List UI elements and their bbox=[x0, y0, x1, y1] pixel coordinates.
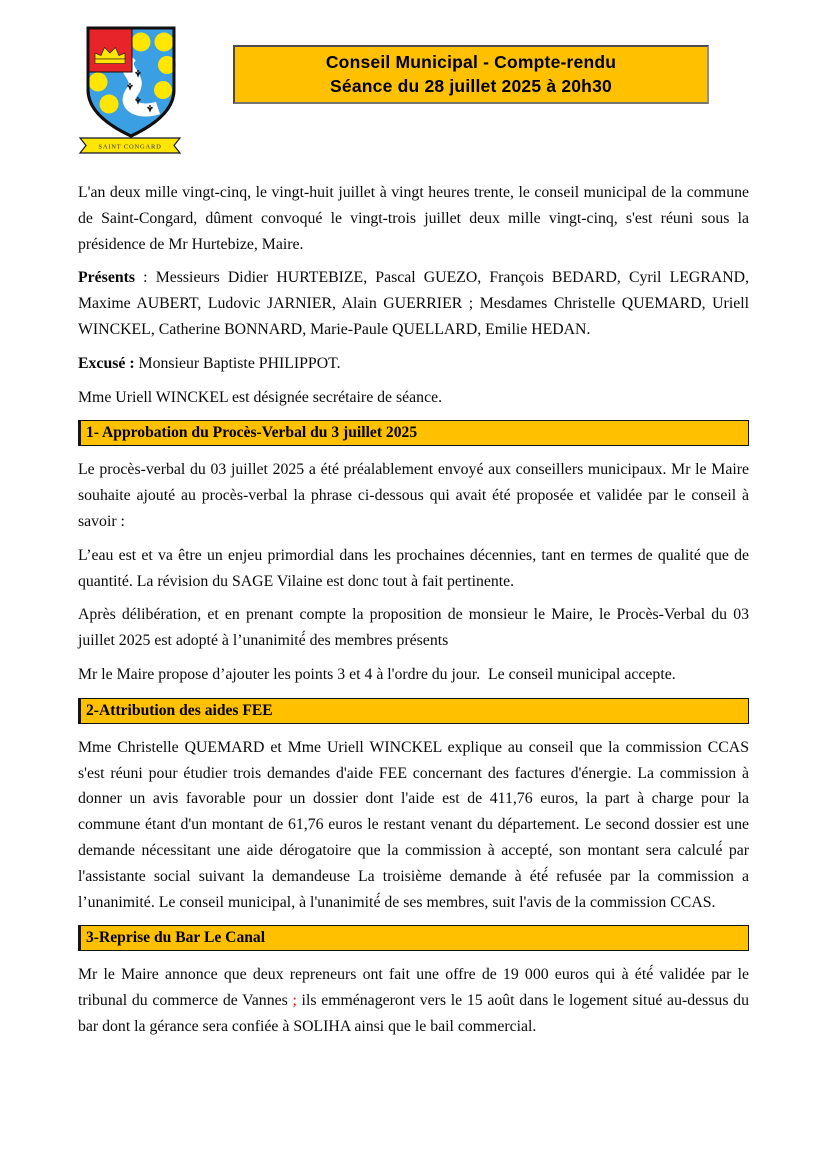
crest-canton bbox=[88, 28, 132, 72]
saint-congard-crest-icon bbox=[74, 12, 186, 160]
presents-label: Présents bbox=[78, 269, 136, 287]
presents-text: : Messieurs Didier HURTEBIZE, Pascal GUEZO, François BEDARD, Cyril LEGRAND, Maxime AUBERT, Ludovic JARNIER, Alain GUERRIER ; Mesdames Christelle QUEMARD, Uriell WINCKEL, Catherine BONNARD, Marie-Paule QUELLARD, Emilie HEDAN. bbox=[78, 269, 749, 338]
excused-text: Monsieur Baptiste PHILIPPOT. bbox=[134, 354, 341, 372]
section-1-paragraph-2: L’eau est et va être un enjeu primordial dans les prochaines décennies, tant en termes de qualité que de quantité. La révision du SAGE Vilaine est donc tout à fait pertinente. bbox=[78, 546, 749, 590]
section-2-paragraph-1: Mme Christelle QUEMARD et Mme Uriell WINCKEL explique au conseil que la commission CCAS s'est réuni pour étudier trois demandes d'aide FEE concernant des factures d'énergie. La commission à donner un avis favorable pour un dossier dont l'aide est de 411,76 euros, la part à charge pour la commune étant d'un montant de 61,76 euros le restant venant du département. Le second dossier est une demande nécessitant une aide dérogatoire que la commission à accepté, son montant sera calculé́ par l'assistante social suivant la demandeuse La troisième demande à été́ refusée par la commission a l’unanimité. Le conseil municipal, à l'unanimité́ de ses membres, suit l'avis de la commission CCAS. bbox=[78, 738, 749, 911]
document-body bbox=[78, 180, 749, 1048]
title-line2: Séance du 28 juillet 2025 à 20h30 bbox=[330, 76, 612, 96]
presents-paragraph bbox=[78, 265, 749, 342]
excused-paragraph bbox=[78, 351, 749, 377]
section-1-paragraph-1: Le procès-verbal du 03 juillet 2025 a été préalablement envoyé aux conseillers municipaux. Mr le Maire souhaite ajouté au procès-verbal la phrase ci-dessous qui avait été proposée et validée par le conseil à savoir : bbox=[78, 461, 749, 530]
section-3-text-after: ils emménageront vers le 15 août dans le logement situé au-dessus du bar dont la gérance sera confiée à SOLIHA ainsi que le bail commercial. bbox=[78, 992, 749, 1035]
secretary-paragraph: Mme Uriell WINCKEL est désignée secrétaire de séance. bbox=[78, 388, 443, 406]
crest-ribbon-text: SAINT CONGARD bbox=[98, 143, 162, 151]
title-line1: Conseil Municipal - Compte-rendu bbox=[325, 52, 617, 72]
section-3-paragraph-1 bbox=[78, 962, 749, 1039]
excused-label: Excusé : bbox=[78, 354, 135, 372]
town-crest-logo bbox=[74, 12, 186, 160]
section-1-paragraph-4: Mr le Maire propose d’ajouter les points 3 et 4 à l'ordre du jour. Le conseil municipal accepte. bbox=[78, 665, 676, 683]
section-3-text-before: Mr le Maire annonce que deux repreneurs ont fait une offre de 19 000 euros qui à été́ validée par le tribunal du commerce de Vannes bbox=[78, 966, 749, 1010]
section-1-header: 1- Approbation du Procès-Verbal du 3 juillet 2025 bbox=[78, 420, 749, 446]
section-3-red-semicolon: ; bbox=[292, 992, 297, 1010]
title-banner bbox=[233, 45, 709, 104]
intro-paragraph: L'an deux mille vingt-cinq, le vingt-huit juillet à vingt heures trente, le conseil municipal de la commune de Saint-Congard, dûment convoqué le vingt-trois juillet deux mille vingt-cinq, s'est réuni sous la présidence de Mr Hurtebize, Maire. bbox=[78, 184, 749, 253]
section-1-paragraph-3: Après délibération, et en prenant compte la proposition de monsieur le Maire, le Procès-Verbal du 03 juillet 2025 est adopté à l’unanimité́ des membres présents bbox=[78, 606, 749, 650]
section-3-header: 3-Reprise du Bar Le Canal bbox=[78, 925, 749, 951]
section-2-header: 2-Attribution des aides FEE bbox=[78, 698, 749, 724]
